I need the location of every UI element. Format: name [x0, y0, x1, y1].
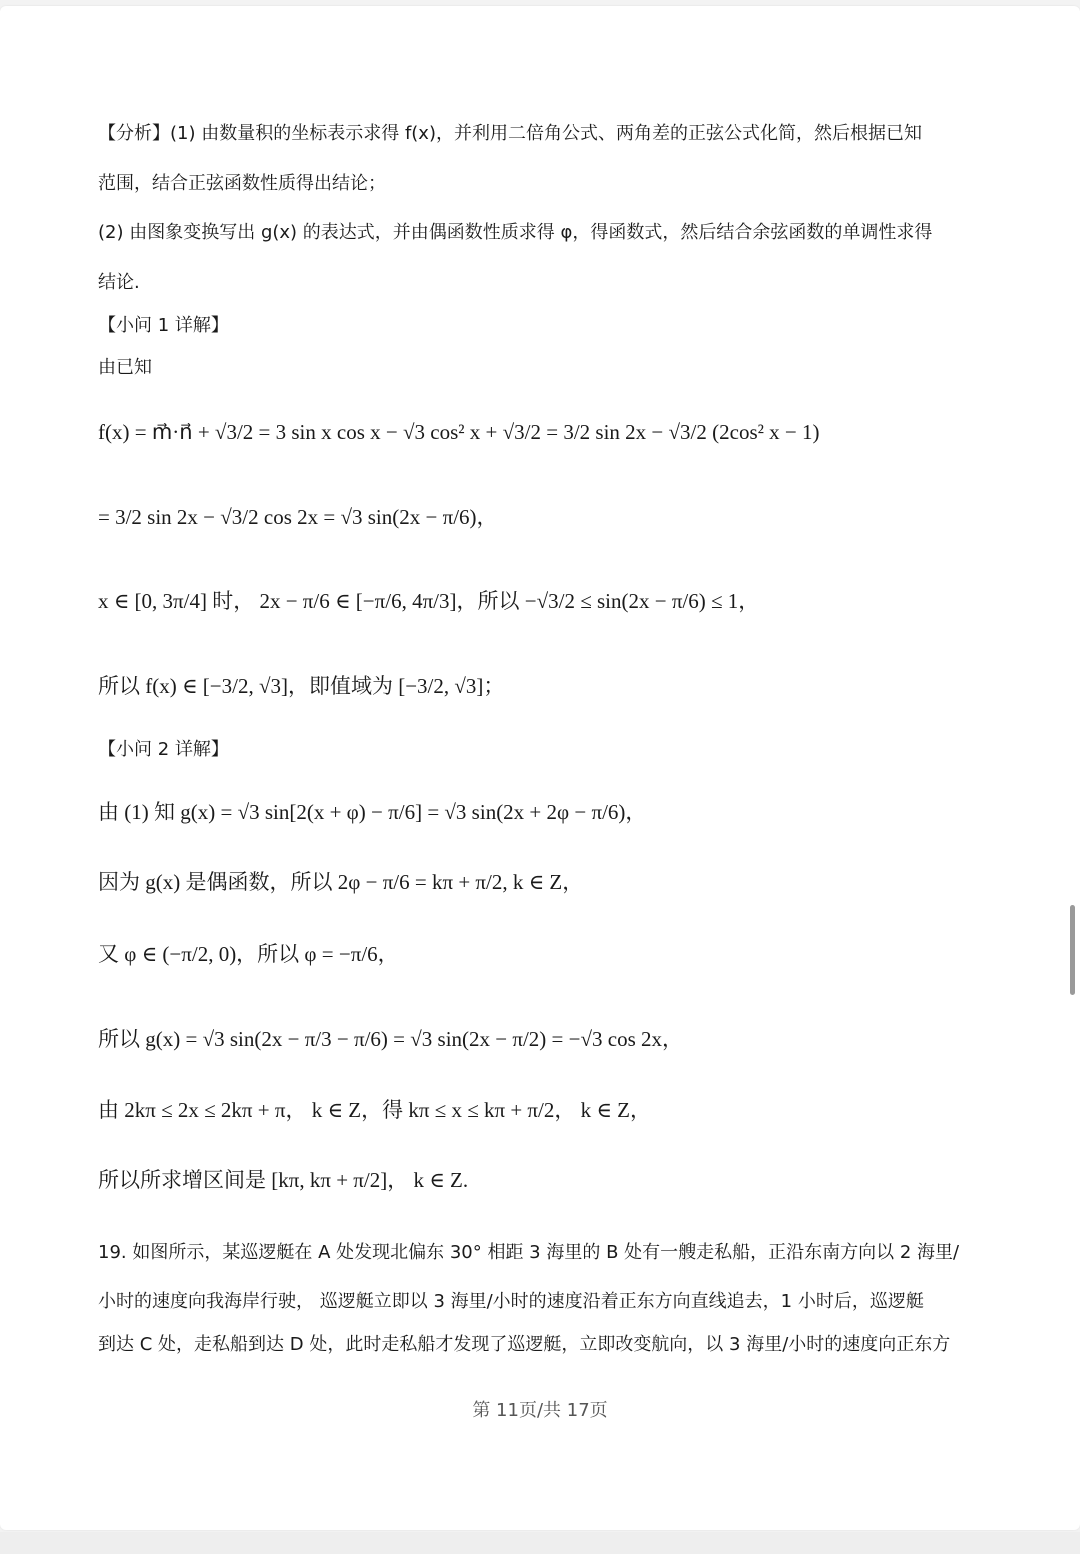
- part2-equation-6: 所以所求增区间是 [kπ, kπ + π/2]， k ∈ Z.: [98, 1168, 469, 1192]
- part1-intro: 由已知: [98, 357, 152, 378]
- part2-equation-2: 因为 g(x) 是偶函数，所以 2φ − π/6 = kπ + π/2, k ∈ Z，: [98, 870, 584, 894]
- analysis-line-4: 结论.: [98, 272, 140, 293]
- part1-heading: 【小问 1 详解】: [98, 315, 229, 336]
- next-page-edge: [0, 1532, 1080, 1554]
- problem19-line-3: 到达 C 处，走私船到达 D 处，此时走私船才发现了巡逻艇，立即改变航向，以 3 海里/小时的速度向正东方: [98, 1334, 951, 1355]
- part2-equation-3: 又 φ ∈ (−π/2, 0)，所以 φ = −π/6，: [98, 942, 399, 966]
- part1-equation-3: x ∈ [0, 3π/4] 时， 2x − π/6 ∈ [−π/6, 4π/3]，所以 −√3/2 ≤ sin(2x − π/6) ≤ 1，: [98, 589, 760, 613]
- part1-equation-4: 所以 f(x) ∈ [−3/2, √3]，即值域为 [−3/2, √3]；: [98, 674, 505, 698]
- part2-equation-4: 所以 g(x) = √3 sin(2x − π/3 − π/6) = √3 sin(2x − π/2) = −√3 cos 2x，: [98, 1027, 684, 1051]
- scrollbar-thumb[interactable]: [1070, 905, 1075, 995]
- problem19-line-1: 19. 如图所示，某巡逻艇在 A 处发现北偏东 30° 相距 3 海里的 B 处有一艘走私船，正沿东南方向以 2 海里/: [98, 1242, 960, 1263]
- analysis-line-2: 范围，结合正弦函数性质得出结论；: [98, 173, 386, 194]
- part1-equation-2: = 3/2 sin 2x − √3/2 cos 2x = √3 sin(2x − π/6)，: [98, 505, 498, 529]
- analysis-line-3: (2) 由图象变换写出 g(x) 的表达式，并由偶函数性质求得 φ，得函数式，然后结合余弦函数的单调性求得: [98, 222, 933, 243]
- problem19-line-2: 小时的速度向我海岸行驶， 巡逻艇立即以 3 海里/小时的速度沿着正东方向直线追去，1 小时后，巡逻艇: [98, 1291, 924, 1312]
- part2-equation-5: 由 2kπ ≤ 2x ≤ 2kπ + π， k ∈ Z，得 kπ ≤ x ≤ kπ + π/2， k ∈ Z，: [98, 1098, 651, 1122]
- part2-equation-1: 由 (1) 知 g(x) = √3 sin[2(x + φ) − π/6] = √3 sin(2x + 2φ − π/6)，: [98, 800, 647, 824]
- analysis-line-1: 【分析】(1) 由数量积的坐标表示求得 f(x)，并利用二倍角公式、两角差的正弦公式化简，然后根据已知: [98, 123, 922, 144]
- page-number-footer: 第 11页/共 17页: [472, 1400, 608, 1421]
- part1-equation-1: f(x) = m⃗·n⃗ + √3/2 = 3 sin x cos x − √3 cos² x + √3/2 = 3/2 sin 2x − √3/2 (2cos² x − 1): [98, 420, 820, 444]
- part2-heading: 【小问 2 详解】: [98, 739, 229, 760]
